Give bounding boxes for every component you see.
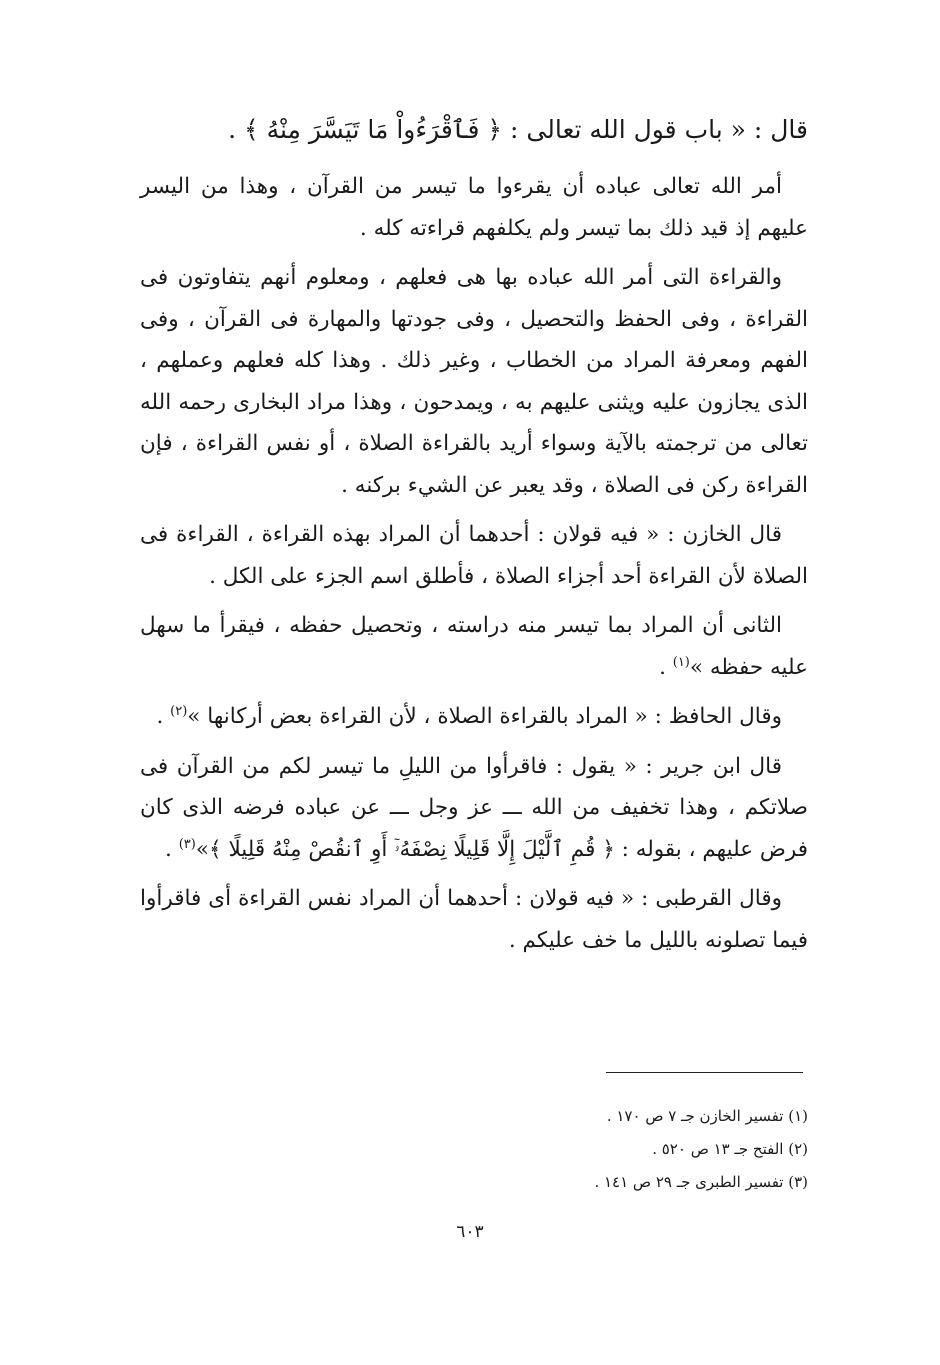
- footnote-divider: [606, 1072, 803, 1073]
- footnote-2: (٢) الفتح جـ ١٣ ص ٥٢٠ .: [652, 1140, 808, 1158]
- paragraph-tail: .: [156, 704, 171, 729]
- chapter-heading: قال : « باب قول الله تعالى : ﴿ فَٱقْرَءُواْ مَا تَيَسَّرَ مِنْهُ ﴾ .: [228, 115, 808, 144]
- paragraph-7: [140, 878, 808, 961]
- footnote-marker: (٣): [178, 836, 196, 852]
- footnotes: [140, 1100, 808, 1199]
- paragraph-text: والقراءة التى أمر الله عباده بها هى فعلهم ، ومعلوم أنهم يتفاوتون فى القراءة ، وفى الحفظ والتحصيل ، وفى جودتها والمهارة فى القرآن ، وفى الفهم ومعرفة المراد من الخطاب ، وغير ذلك . وهذا كله فعلهم وعملهم ، الذى يجازون عليه ويثنى عليهم به ، ويمدحون ، وهذا مراد البخارى رحمه الله تعالى من ترجمته بالآية وسواء أريد بالقراءة الصلاة ، أو نفس القراءة ، فإن القراءة ركن فى الصلاة ، وقد يعبر عن الشيء بركنه .: [140, 265, 808, 498]
- paragraph-tail: .: [659, 654, 673, 680]
- paragraph-4: [140, 605, 808, 688]
- paragraph-text: أمر الله تعالى عباده أن يقرءوا ما تيسر من القرآن ، وهذا من اليسر عليهم إذ قيد ذلك بما تيسر ولم يكلفهم قراءته كله .: [140, 174, 808, 241]
- footnote-3: (٣) تفسير الطبرى جـ ٢٩ ص ١٤١ .: [594, 1173, 808, 1191]
- paragraph-text: قال الخازن : « فيه قولان : أحدهما أن المراد بهذه القراءة ، القراءة فى الصلاة لأن القراءة أحد أجزاء الصلاة ، فأطلق اسم الجزء على الكل .: [140, 522, 808, 589]
- paragraph-text: وقال القرطبى : « فيه قولان : أحدهما أن المراد نفس القراءة أى فاقرأوا فيما تصلونه بالليل ما خف عليكم .: [140, 886, 808, 953]
- paragraph-tail: .: [165, 836, 179, 862]
- paragraph-6: [140, 746, 808, 871]
- footnote-marker: (١): [672, 654, 690, 670]
- paragraph-1: [140, 166, 808, 249]
- paragraph-text: الثانى أن المراد بما تيسر منه دراسته ، وتحصيل حفظه ، فيقرأ ما سهل عليه حفظه »: [140, 613, 808, 680]
- paragraph-3: [140, 514, 808, 597]
- paragraph-5: [140, 696, 808, 738]
- footnote-marker: (٢): [170, 703, 188, 719]
- footnote-1: (١) تفسير الخازن جـ ٧ ص ١٧٠ .: [606, 1107, 808, 1125]
- paragraph-text: وقال الحافظ : « المراد بالقراءة الصلاة ، لأن القراءة بعض أركانها »: [187, 704, 782, 729]
- page-body: [140, 100, 808, 969]
- paragraph-text: قال ابن جرير : « يقول : فاقرأوا من الليلِ ما تيسر لكم من القرآن فى صلاتكم ، وهذا تخفيف من الله ـــ عز وجل ـــ عن عباده فرضه الذى كان فرض عليهم ، بقوله : ﴿ قُمِ ٱلَّيْلَ إِلَّا قَلِيلًا نِصْفَهُۥٓ أَوِ ٱنقُصْ مِنْهُ قَلِيلًا ﴾»: [140, 753, 808, 862]
- page-number: ٦٠٣: [456, 1222, 484, 1242]
- paragraph-2: [140, 257, 808, 506]
